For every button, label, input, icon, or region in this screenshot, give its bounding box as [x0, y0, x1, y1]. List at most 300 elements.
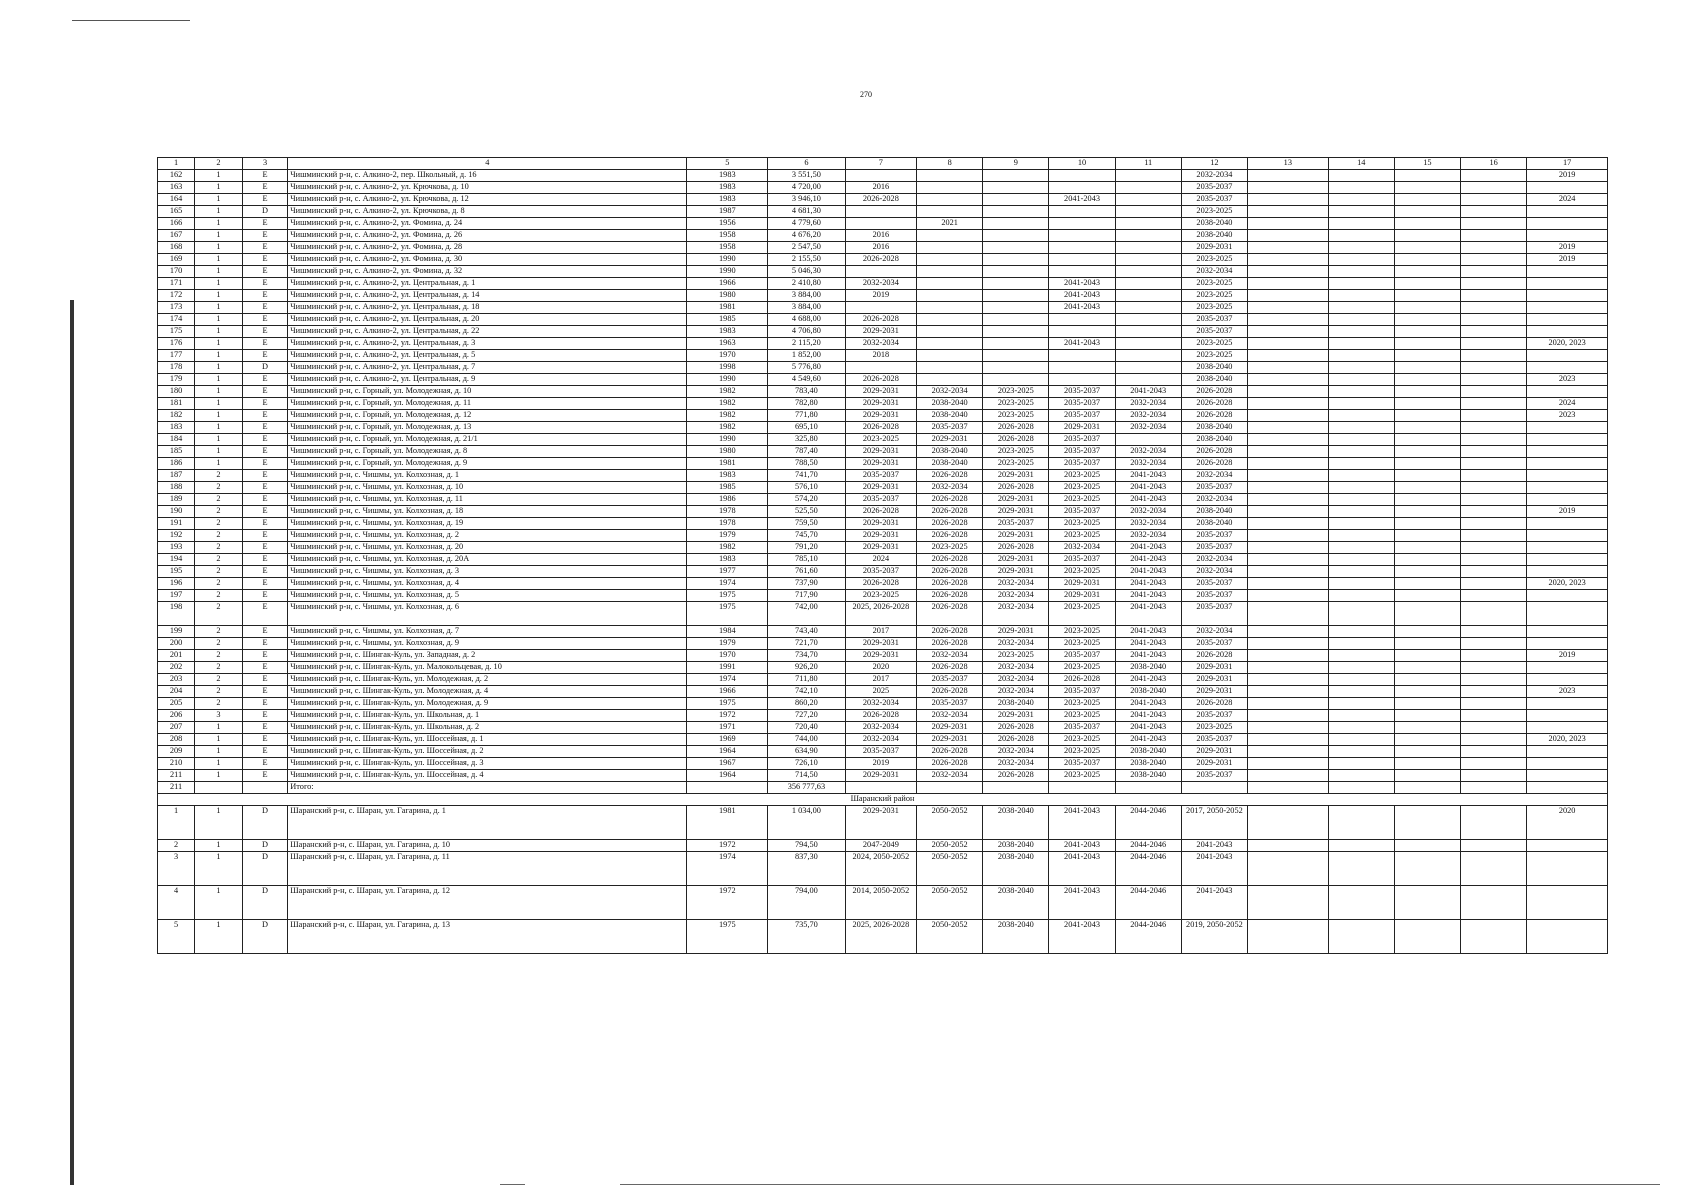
- table-cell: [983, 206, 1049, 218]
- table-cell: 176: [158, 338, 195, 350]
- table-cell: 1: [195, 218, 243, 230]
- table-cell: [1328, 602, 1394, 626]
- table-cell: 3 551,50: [768, 170, 846, 182]
- table-cell: 2024: [1527, 194, 1608, 206]
- table-cell: 2038-2040: [983, 920, 1049, 954]
- table-row: [158, 314, 1608, 326]
- table-cell: 2017, 2050-2052: [1181, 806, 1247, 840]
- table-cell: [1527, 182, 1608, 194]
- table-cell: 2035-2037: [1049, 554, 1115, 566]
- address-cell: Чишминский р-н, с. Алкино-2, ул. Центральная, д. 7: [288, 362, 687, 374]
- table-cell: 2035-2037: [845, 566, 916, 578]
- table-cell: 634,90: [768, 746, 846, 758]
- table-cell: [1248, 840, 1329, 852]
- table-cell: [983, 254, 1049, 266]
- table-cell: 189: [158, 494, 195, 506]
- table-cell: 2020, 2023: [1527, 734, 1608, 746]
- table-cell: [1248, 626, 1329, 638]
- table-cell: [1461, 494, 1527, 506]
- table-cell: [1527, 446, 1608, 458]
- table-cell: [1248, 350, 1329, 362]
- table-cell: 2020, 2023: [1527, 578, 1608, 590]
- table-cell: 1: [195, 182, 243, 194]
- table-cell: 2026-2028: [845, 314, 916, 326]
- table-cell: [1248, 338, 1329, 350]
- table-cell: [1248, 230, 1329, 242]
- table-cell: 2050-2052: [917, 886, 983, 920]
- table-cell: [983, 242, 1049, 254]
- table-cell: [1394, 374, 1460, 386]
- address-cell: Чишминский р-н, с. Алкино-2, ул. Фомина, д. 32: [288, 266, 687, 278]
- table-cell: 2026-2028: [845, 506, 916, 518]
- table-cell: 4 779,60: [768, 218, 846, 230]
- table-cell: [1115, 782, 1181, 794]
- table-cell: 2: [195, 494, 243, 506]
- table-cell: 2026-2028: [917, 602, 983, 626]
- address-cell: Чишминский р-н, с. Алкино-2, ул. Фомина, д. 30: [288, 254, 687, 266]
- table-cell: [242, 782, 288, 794]
- table-cell: [1248, 746, 1329, 758]
- table-cell: [1115, 290, 1181, 302]
- table-cell: 1 034,00: [768, 806, 846, 840]
- table-cell: [1394, 920, 1460, 954]
- table-row: [158, 662, 1608, 674]
- table-cell: 2029-2031: [917, 734, 983, 746]
- table-cell: [1527, 674, 1608, 686]
- table-cell: [1328, 758, 1394, 770]
- table-cell: 2035-2037: [1181, 482, 1247, 494]
- table-cell: [917, 170, 983, 182]
- address-cell: Чишминский р-н, с. Алкино-2, ул. Центральная, д. 22: [288, 326, 687, 338]
- table-cell: 2038-2040: [1181, 230, 1247, 242]
- table-cell: E: [242, 566, 288, 578]
- table-cell: [1394, 182, 1460, 194]
- table-cell: 2032-2034: [1115, 446, 1181, 458]
- table-cell: E: [242, 626, 288, 638]
- table-cell: [1527, 722, 1608, 734]
- table-cell: E: [242, 422, 288, 434]
- table-cell: 2032-2034: [1115, 506, 1181, 518]
- table-cell: E: [242, 758, 288, 770]
- table-cell: 2019: [1527, 650, 1608, 662]
- table-row: [158, 482, 1608, 494]
- table-cell: [1461, 506, 1527, 518]
- table-cell: [1461, 290, 1527, 302]
- table-cell: [1394, 602, 1460, 626]
- table-cell: 190: [158, 506, 195, 518]
- table-cell: [845, 302, 916, 314]
- table-cell: [1461, 770, 1527, 782]
- table-cell: [1049, 242, 1115, 254]
- table-cell: 2029-2031: [845, 446, 916, 458]
- page-number: 270: [860, 90, 872, 99]
- table-cell: 2035-2037: [1049, 446, 1115, 458]
- table-cell: 2041-2043: [1115, 626, 1181, 638]
- table-cell: [1394, 218, 1460, 230]
- table-cell: 2023-2025: [845, 434, 916, 446]
- table-cell: [1049, 182, 1115, 194]
- table-cell: 2026-2028: [845, 254, 916, 266]
- table-cell: 737,90: [768, 578, 846, 590]
- table-cell: 2029-2031: [1181, 662, 1247, 674]
- table-row: [158, 326, 1608, 338]
- table-cell: 1: [195, 746, 243, 758]
- table-cell: [1394, 506, 1460, 518]
- table-cell: [1248, 518, 1329, 530]
- table-cell: 2023: [1527, 374, 1608, 386]
- table-cell: 1: [195, 290, 243, 302]
- table-cell: 1981: [687, 458, 768, 470]
- table-cell: 1: [195, 206, 243, 218]
- table-cell: [1394, 734, 1460, 746]
- table-cell: [1248, 194, 1329, 206]
- table-cell: 1981: [687, 806, 768, 840]
- table-cell: [1328, 206, 1394, 218]
- table-cell: 2023-2025: [1181, 302, 1247, 314]
- table-cell: 2 547,50: [768, 242, 846, 254]
- table-cell: [1115, 434, 1181, 446]
- table-cell: 2035-2037: [1181, 602, 1247, 626]
- table-row: [158, 470, 1608, 482]
- table-cell: [1527, 758, 1608, 770]
- table-cell: 2023-2025: [1049, 566, 1115, 578]
- table-cell: [1527, 266, 1608, 278]
- table-cell: 2019: [1527, 242, 1608, 254]
- table-cell: [1328, 326, 1394, 338]
- table-row: [158, 254, 1608, 266]
- table-cell: 787,40: [768, 446, 846, 458]
- table-cell: [1248, 566, 1329, 578]
- table-cell: 165: [158, 206, 195, 218]
- table-cell: [1328, 350, 1394, 362]
- table-cell: 2032-2034: [845, 698, 916, 710]
- table-cell: 2041-2043: [1115, 386, 1181, 398]
- table-row: [158, 494, 1608, 506]
- table-cell: [1461, 602, 1527, 626]
- address-cell: Чишминский р-н, с. Чишмы, ул. Колхозная, д. 9: [288, 638, 687, 650]
- table-cell: 788,50: [768, 458, 846, 470]
- table-cell: E: [242, 506, 288, 518]
- address-cell: Чишминский р-н, с. Чишмы, ул. Колхозная, д. 18: [288, 506, 687, 518]
- table-cell: 2038-2040: [917, 458, 983, 470]
- table-cell: 2038-2040: [1181, 374, 1247, 386]
- table-cell: [1461, 554, 1527, 566]
- table-cell: 2035-2037: [1049, 398, 1115, 410]
- table-cell: [1328, 590, 1394, 602]
- table-cell: [1328, 434, 1394, 446]
- table-cell: [1328, 170, 1394, 182]
- table-cell: 2035-2037: [1181, 194, 1247, 206]
- table-cell: [1461, 350, 1527, 362]
- table-cell: 1990: [687, 266, 768, 278]
- table-cell: 2029-2031: [1049, 590, 1115, 602]
- table-cell: [1248, 770, 1329, 782]
- table-cell: 860,20: [768, 698, 846, 710]
- table-cell: [1461, 626, 1527, 638]
- table-row: [158, 710, 1608, 722]
- table-cell: [1394, 542, 1460, 554]
- table-cell: [1248, 542, 1329, 554]
- table-cell: [1527, 458, 1608, 470]
- table-cell: 2023-2025: [917, 542, 983, 554]
- table-cell: [1527, 662, 1608, 674]
- table-cell: 2020, 2023: [1527, 338, 1608, 350]
- table-cell: 1978: [687, 506, 768, 518]
- table-cell: [1461, 782, 1527, 794]
- table-cell: 2035-2037: [1181, 578, 1247, 590]
- table-cell: 1981: [687, 302, 768, 314]
- table-cell: [1248, 886, 1329, 920]
- table-cell: 1: [195, 194, 243, 206]
- table-cell: D: [242, 206, 288, 218]
- table-cell: 2024, 2050-2052: [845, 852, 916, 886]
- address-cell: Чишминский р-н, с. Шингак-Куль, ул. Шоссейная, д. 1: [288, 734, 687, 746]
- table-cell: [1115, 206, 1181, 218]
- table-cell: 2032-2034: [845, 338, 916, 350]
- table-cell: [1527, 886, 1608, 920]
- table-cell: 2023-2025: [983, 446, 1049, 458]
- table-cell: 201: [158, 650, 195, 662]
- table-cell: [1394, 398, 1460, 410]
- column-header: 4: [288, 158, 687, 170]
- address-cell: Чишминский р-н, с. Чишмы, ул. Колхозная, д. 2: [288, 530, 687, 542]
- table-cell: 202: [158, 662, 195, 674]
- table-cell: [1328, 290, 1394, 302]
- table-cell: 169: [158, 254, 195, 266]
- table-cell: [1394, 886, 1460, 920]
- table-cell: [1461, 470, 1527, 482]
- table-cell: 2026-2028: [1181, 650, 1247, 662]
- table-cell: 837,30: [768, 852, 846, 886]
- table-cell: [1328, 840, 1394, 852]
- address-cell: Чишминский р-н, с. Чишмы, ул. Колхозная, д. 3: [288, 566, 687, 578]
- table-cell: 2035-2037: [845, 470, 916, 482]
- table-cell: 191: [158, 518, 195, 530]
- table-cell: 1974: [687, 578, 768, 590]
- column-header: 5: [687, 158, 768, 170]
- table-cell: 2026-2028: [917, 554, 983, 566]
- table-cell: 1: [195, 852, 243, 886]
- table-cell: E: [242, 650, 288, 662]
- table-cell: [1328, 852, 1394, 886]
- table-cell: E: [242, 278, 288, 290]
- table-cell: [1394, 530, 1460, 542]
- table-cell: E: [242, 734, 288, 746]
- table-cell: 1975: [687, 920, 768, 954]
- table-row: [158, 734, 1608, 746]
- table-cell: [983, 326, 1049, 338]
- table-cell: 2023-2025: [1049, 734, 1115, 746]
- table-cell: 3 946,10: [768, 194, 846, 206]
- table-cell: 1: [195, 422, 243, 434]
- table-cell: [1394, 278, 1460, 290]
- table-cell: 2023: [1527, 410, 1608, 422]
- table-cell: E: [242, 590, 288, 602]
- table-cell: 2035-2037: [1181, 326, 1247, 338]
- table-cell: 2029-2031: [1181, 674, 1247, 686]
- table-cell: 2029-2031: [917, 434, 983, 446]
- table-cell: 1983: [687, 554, 768, 566]
- table-cell: E: [242, 674, 288, 686]
- table-cell: 2026-2028: [983, 422, 1049, 434]
- table-cell: 2023-2025: [1049, 482, 1115, 494]
- address-cell: Шаранский р-н, с. Шаран, ул. Гагарина, д. 11: [288, 852, 687, 886]
- table-cell: 1: [195, 434, 243, 446]
- table-cell: [1115, 302, 1181, 314]
- table-cell: [1328, 806, 1394, 840]
- table-cell: 2024: [845, 554, 916, 566]
- address-cell: Чишминский р-н, с. Чишмы, ул. Колхозная, д. 7: [288, 626, 687, 638]
- table-cell: [1115, 350, 1181, 362]
- table-cell: 211: [158, 770, 195, 782]
- table-cell: [1328, 230, 1394, 242]
- table-cell: [1394, 806, 1460, 840]
- table-cell: 735,70: [768, 920, 846, 954]
- table-cell: [1527, 590, 1608, 602]
- table-cell: 2023-2025: [1181, 350, 1247, 362]
- table-cell: 2023-2025: [1181, 278, 1247, 290]
- table-cell: E: [242, 554, 288, 566]
- table-cell: 2035-2037: [1049, 410, 1115, 422]
- table-cell: 1958: [687, 242, 768, 254]
- table-cell: 2035-2037: [1181, 314, 1247, 326]
- table-cell: [1461, 398, 1527, 410]
- table-cell: 2019: [1527, 254, 1608, 266]
- table-cell: 2026-2028: [917, 578, 983, 590]
- table-cell: [1461, 374, 1527, 386]
- table-cell: 2041-2043: [1115, 638, 1181, 650]
- table-cell: 2032-2034: [845, 734, 916, 746]
- table-row: [158, 650, 1608, 662]
- table-cell: [917, 254, 983, 266]
- table-cell: E: [242, 638, 288, 650]
- table-cell: [1328, 470, 1394, 482]
- table-cell: E: [242, 398, 288, 410]
- table-cell: [1248, 182, 1329, 194]
- table-cell: [1115, 362, 1181, 374]
- table-cell: 1969: [687, 734, 768, 746]
- table-cell: 2038-2040: [1115, 746, 1181, 758]
- table-cell: E: [242, 410, 288, 422]
- table-cell: D: [242, 362, 288, 374]
- table-cell: 2035-2037: [1049, 686, 1115, 698]
- table-cell: 2025, 2026-2028: [845, 602, 916, 626]
- table-cell: [1527, 362, 1608, 374]
- table-cell: 2023-2025: [1049, 602, 1115, 626]
- table-cell: 2038-2040: [917, 446, 983, 458]
- table-cell: [1248, 422, 1329, 434]
- table-cell: 2029-2031: [983, 494, 1049, 506]
- table-cell: 2: [195, 470, 243, 482]
- table-cell: [195, 782, 243, 794]
- table-cell: 3: [195, 710, 243, 722]
- table-cell: 2035-2037: [917, 422, 983, 434]
- table-cell: [1049, 326, 1115, 338]
- table-row: [158, 746, 1608, 758]
- table-cell: [1049, 170, 1115, 182]
- table-cell: 4 720,00: [768, 182, 846, 194]
- table-cell: 4: [158, 886, 195, 920]
- table-row: [158, 362, 1608, 374]
- table-cell: [845, 170, 916, 182]
- address-cell: Чишминский р-н, с. Алкино-2, ул. Фомина, д. 26: [288, 230, 687, 242]
- table-cell: 2041-2043: [1115, 722, 1181, 734]
- table-cell: [1394, 326, 1460, 338]
- table-cell: 1: [195, 338, 243, 350]
- table-cell: 2032-2034: [1181, 266, 1247, 278]
- table-cell: 2032-2034: [1181, 470, 1247, 482]
- table-cell: 2023: [1527, 686, 1608, 698]
- table-cell: [1248, 410, 1329, 422]
- table-cell: [1328, 278, 1394, 290]
- table-cell: [1248, 722, 1329, 734]
- column-header: 15: [1394, 158, 1460, 170]
- table-cell: 2032-2034: [917, 710, 983, 722]
- address-cell: Чишминский р-н, с. Алкино-2, ул. Фомина, д. 24: [288, 218, 687, 230]
- table-cell: [1461, 434, 1527, 446]
- table-cell: 2029-2031: [845, 326, 916, 338]
- table-cell: [845, 782, 916, 794]
- table-cell: 742,10: [768, 686, 846, 698]
- table-cell: 1964: [687, 746, 768, 758]
- table-cell: [1248, 218, 1329, 230]
- table-cell: [1248, 852, 1329, 886]
- table-cell: E: [242, 542, 288, 554]
- table-cell: 2023-2025: [983, 398, 1049, 410]
- table-cell: 2029-2031: [983, 566, 1049, 578]
- table-cell: 179: [158, 374, 195, 386]
- table-cell: [917, 194, 983, 206]
- table-cell: [1328, 722, 1394, 734]
- table-cell: [1527, 422, 1608, 434]
- table-cell: [1248, 374, 1329, 386]
- table-cell: [1328, 518, 1394, 530]
- table-cell: E: [242, 266, 288, 278]
- table-cell: 726,10: [768, 758, 846, 770]
- table-cell: 2: [195, 674, 243, 686]
- table-cell: [1394, 230, 1460, 242]
- table-cell: 2041-2043: [1115, 650, 1181, 662]
- table-row: [158, 446, 1608, 458]
- table-cell: 2038-2040: [1115, 662, 1181, 674]
- table-cell: 2032-2034: [983, 686, 1049, 698]
- table-cell: 2029-2031: [983, 470, 1049, 482]
- table-cell: 2029-2031: [845, 458, 916, 470]
- table-cell: 2035-2037: [1181, 542, 1247, 554]
- table-cell: E: [242, 338, 288, 350]
- table-row: [158, 170, 1608, 182]
- address-cell: Шаранский р-н, с. Шаран, ул. Гагарина, д. 10: [288, 840, 687, 852]
- table-cell: [1527, 206, 1608, 218]
- table-cell: [845, 266, 916, 278]
- table-cell: 2041-2043: [1115, 482, 1181, 494]
- table-cell: 1964: [687, 770, 768, 782]
- table-cell: 785,10: [768, 554, 846, 566]
- table-cell: 2026-2028: [1181, 410, 1247, 422]
- table-cell: 1998: [687, 362, 768, 374]
- table-cell: 1985: [687, 314, 768, 326]
- table-cell: 2035-2037: [845, 746, 916, 758]
- table-cell: 2041-2043: [1049, 302, 1115, 314]
- table-cell: 2029-2031: [845, 410, 916, 422]
- table-cell: 2032-2034: [845, 278, 916, 290]
- table-cell: [1527, 770, 1608, 782]
- table-cell: [1394, 338, 1460, 350]
- table-cell: [1181, 782, 1247, 794]
- column-header: 9: [983, 158, 1049, 170]
- table-row: [158, 350, 1608, 362]
- table-cell: [1248, 290, 1329, 302]
